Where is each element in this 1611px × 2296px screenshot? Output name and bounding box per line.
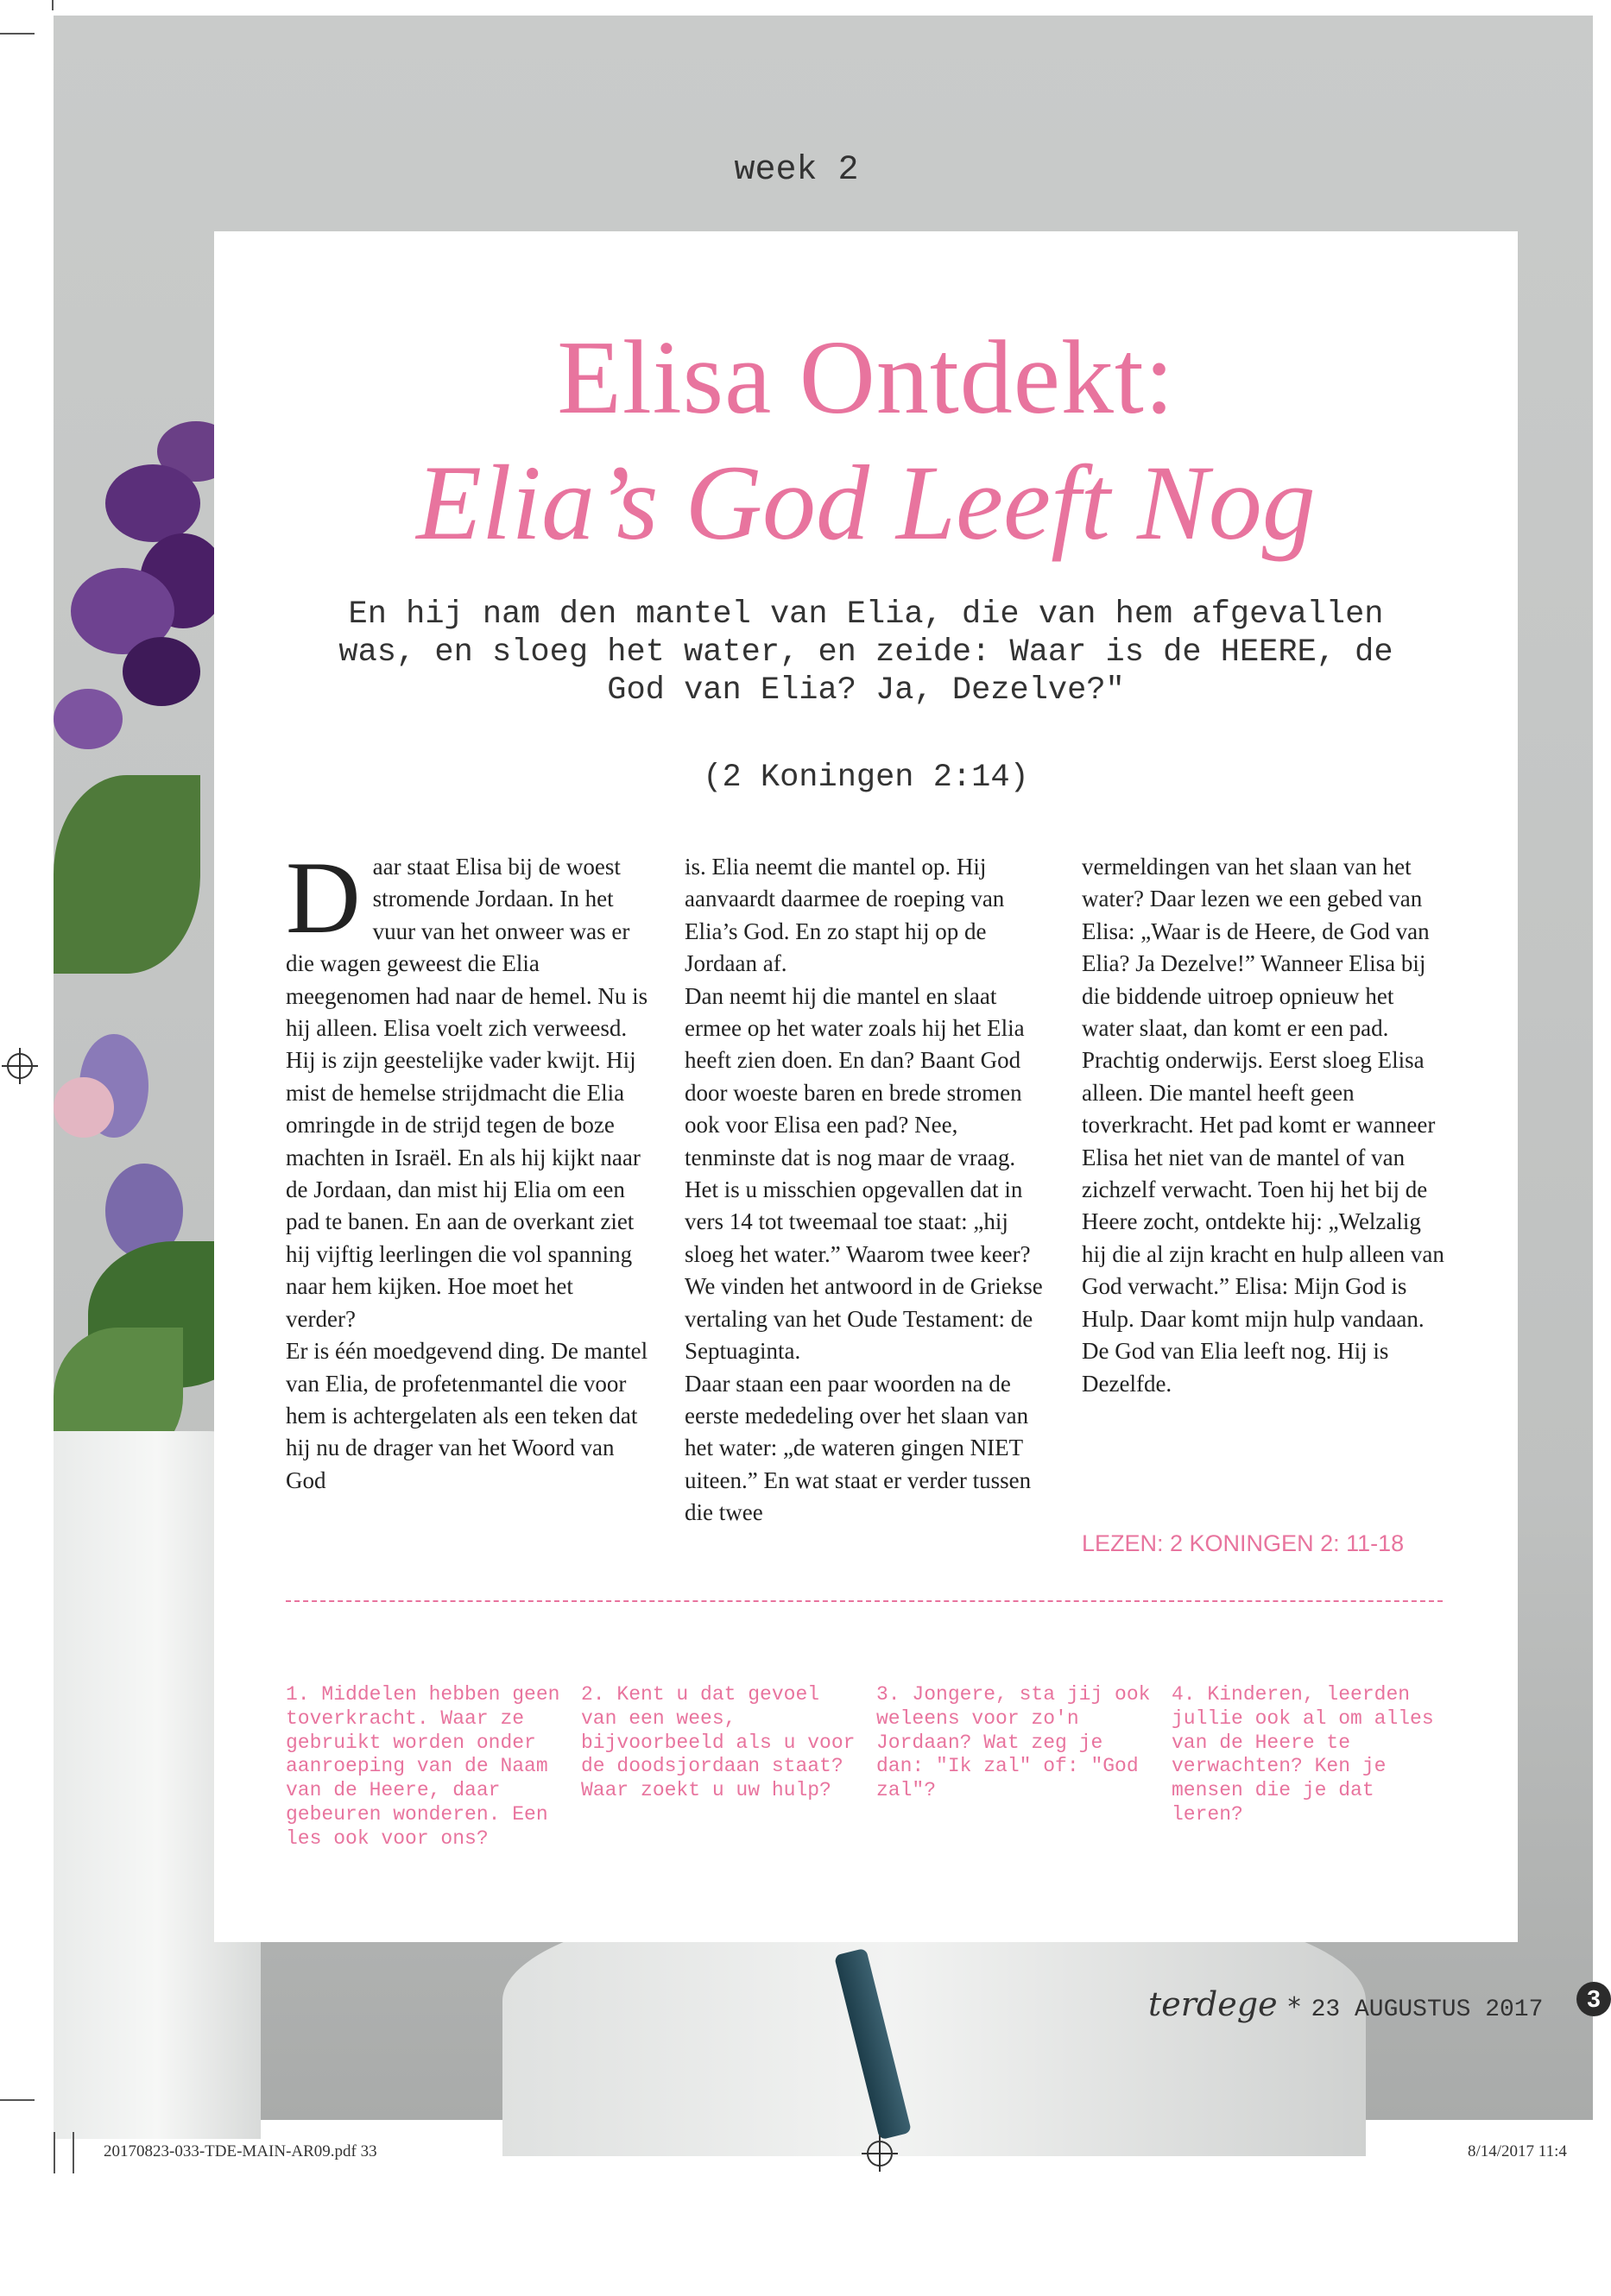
question-1: 1. Middelen hebben geen toverkracht. Waar ze gebruikt worden onder aanroeping van de Naam van de Heere, daar gebeuren wonderen. Een les ook voor ons? (286, 1683, 560, 1850)
crop-mark (73, 2132, 74, 2173)
magazine-logo: terdege (1148, 1985, 1278, 2023)
question-3: 3. Jongere, sta jij ook weleens voor zo'n Jordaan? Wat zeg je dan: "Ik zal" of: "God zal"? (876, 1683, 1151, 1802)
article-title-line1: Elisa Ontdekt: (557, 319, 1175, 436)
question-2: 2. Kent u dat gevoel van een wees, bijvoorbeeld als u voor de doodsjordaan staat? Waar zoekt u uw hulp? (581, 1683, 856, 1802)
paragraph (286, 840, 648, 1335)
article-title-line2: Elia’s God Leeft Nog (416, 444, 1316, 562)
bible-quote: En hij nam den mantel van Elia, die van hem afgevallen was, en sloeg het water, en zeide: Waar is de HEERE, de God van Elia? Ja, Dezelve?" (338, 596, 1393, 709)
registration-mark-icon (867, 2141, 893, 2167)
leaf (54, 775, 200, 974)
paragraph: Prachtig onderwijs. Eerst sloeg Elisa alleen. Die mantel heeft geen toverkracht. Het pad komt er wanneer Elisa het niet van de mantel of van zichzelf verwacht. Toen hij het bij de Heere zocht, ontdekte hij: „Welzalig hij die al zijn kracht en hulp alleen van God verwacht.” Elisa: Mijn God is Hulp. Daar komt mijn hulp vandaan. De God van Elia leeft nog. Hij is Dezelfde. (1082, 1047, 1444, 1397)
week-label: week 2 (734, 151, 859, 190)
question-4: 4. Kinderen, leerden jullie ook al om alles van de Heere te verwachten? Ken je mensen die je dat leren? (1172, 1683, 1434, 1826)
paragraph: Dan neemt hij die mantel en slaat ermee op het water zoals hij het Elia heeft zien doen. En dan? Baant God door woeste baren en brede stromen ook voor Elisa een pad? Nee, tenminste dat is nog maar de vraag. Het is u misschien opgevallen dat in vers 14 tot tweemaal toe staat: „hij sloeg het water.” Waarom twee keer? We vinden het antwoord in de Griekse vertaling van het Oude Testament: de Septuaginta. (685, 982, 1043, 1365)
crop-mark (54, 2132, 55, 2173)
lilac-flower (105, 464, 200, 542)
crop-mark (52, 0, 54, 10)
issue-date: 23 AUGUSTUS 2017 (1311, 1996, 1544, 2023)
page-number: 3 (1576, 1982, 1611, 2016)
print-slug-timestamp: 8/14/2017 11:4 (1468, 2142, 1567, 2160)
lilac-flower (123, 637, 200, 706)
reading-reference: LEZEN: 2 KONINGEN 2: 11-18 (1082, 1530, 1405, 1556)
paragraph-text: aar staat Elisa bij de woest stromende Jordaan. In het vuur van het onweer was er die wagen geweest die Elia meegenomen had naar de hemel. Nu is hij alleen. Elisa voelt zich verweesd. Hij is zijn geestelijke vader kwijt. Hij mist de hemelse strijdmacht die Elia omringde in de strijd tegen de boze machten in Israël. En als hij kijkt naar de Jordaan, dan mist hij Elia om een pad te banen. En aan de overkant ziet hij vijftig leerlingen die vol spanning naar hem kijken. Hoe moet het verder? (286, 854, 648, 1332)
crop-mark (0, 2099, 35, 2101)
crop-mark (0, 33, 35, 35)
paragraph: Er is één moedgevend ding. De mantel van Elia, de profetenmantel die voor hem is achtergelaten als een teken dat hij nu de drager van het Woord van God (286, 1338, 648, 1493)
article-card (214, 231, 1518, 1942)
paragraph: is. Elia neemt die mantel op. Hij aanvaardt daarmee de roeping van Elia’s God. En zo stapt hij op de Jordaan af. (685, 854, 1005, 977)
dashed-divider (286, 1600, 1443, 1602)
lilac-flower (54, 689, 123, 749)
article-column-3 (1082, 851, 1444, 1400)
pink-flower (54, 1077, 114, 1138)
bible-reference: (2 Koningen 2:14) (703, 760, 1029, 796)
print-slug-file: 20170823-033-TDE-MAIN-AR09.pdf 33 (104, 2142, 377, 2160)
separator-star: * (1287, 1992, 1301, 2022)
drop-cap: D (286, 840, 361, 955)
paragraph: vermeldingen van het slaan van het water? Daar lezen we een gebed van Elisa: „Waar is de Heere, de God van Elia? Ja Dezelve!” Wanneer Elisa bij die biddende uitroep opnieuw het water slaat, dan komt er een pad. (1082, 854, 1430, 1042)
paragraph: Daar staan een paar woorden na de eerste mededeling over het slaan van het water: „de wateren gingen NIET uiteen.” En wat staat er verder tussen die twee (685, 1370, 1032, 1526)
article-column-2 (685, 851, 1047, 1530)
article-column-1 (286, 840, 648, 1497)
page-footer (1148, 1985, 1544, 2023)
registration-mark-icon (7, 1053, 33, 1079)
